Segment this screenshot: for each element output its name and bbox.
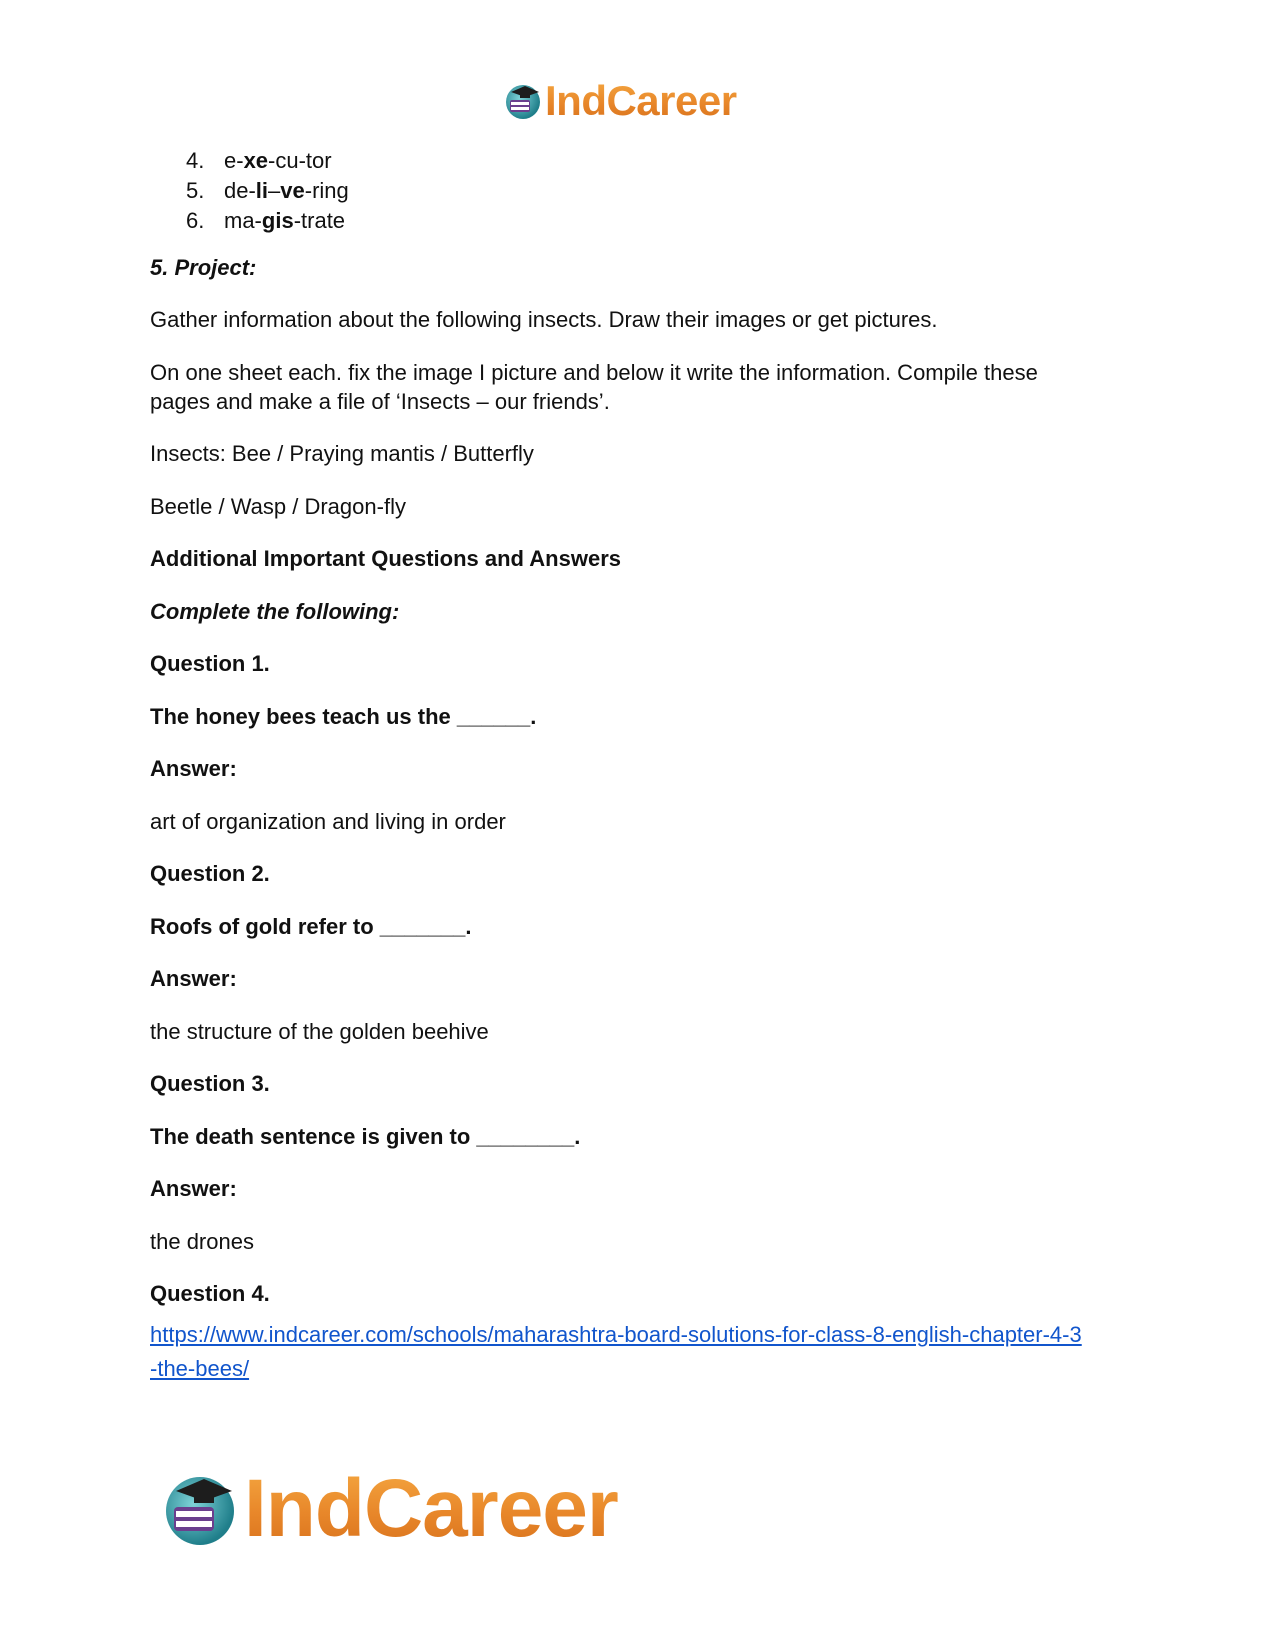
question-label: Question 3. (150, 1071, 270, 1096)
syllable-part: e- (224, 148, 244, 173)
logo-wordmark: IndCareer (545, 77, 737, 124)
answer-text: the structure of the golden beehive (150, 1019, 489, 1044)
logo-wordmark: IndCareer (244, 1463, 618, 1554)
syllable-part: de- (224, 178, 256, 203)
list-number: 5. (186, 178, 205, 203)
answer-text: art of organization and living in order (150, 809, 506, 834)
question-text: The death sentence is given to ________. (150, 1124, 581, 1149)
project-paragraph-line: pages and make a file of ‘Insects – our friends’. (150, 389, 610, 414)
answer-text: the drones (150, 1229, 254, 1254)
question-text: The honey bees teach us the ______. (150, 704, 537, 729)
list-number: 4. (186, 148, 205, 173)
section-heading: Additional Important Questions and Answers (150, 546, 622, 571)
header-logo (503, 77, 737, 124)
syllable-stress: xe (243, 148, 269, 173)
source-link[interactable]: https://www.indcareer.com/schools/maharashtra-board-solutions-for-class-8-english-chapter-4-3 (150, 1322, 1082, 1347)
syllable-part: -cu-tor (268, 148, 332, 173)
project-paragraph-line: On one sheet each. fix the image I picture and below it write the information. Compile these (150, 360, 1038, 385)
graduation-cap-book-globe-icon (160, 1469, 240, 1549)
insects-list: Insects: Bee / Praying mantis / Butterfly (150, 441, 534, 466)
footer-logo (160, 1463, 618, 1554)
project-heading: 5. Project: (150, 255, 257, 280)
answer-label: Answer: (150, 756, 237, 781)
syllable-list (150, 146, 1140, 236)
list-item (186, 146, 1140, 176)
list-number: 6. (186, 208, 205, 233)
list-item (186, 206, 1140, 236)
answer-label: Answer: (150, 966, 237, 991)
source-link-continued[interactable]: -the-bees/ (150, 1356, 250, 1381)
list-item (186, 176, 1140, 206)
graduation-cap-book-globe-icon (503, 81, 543, 121)
syllable-part: -trate (293, 208, 346, 233)
question-label: Question 1. (150, 651, 270, 676)
subsection-heading: Complete the following: (150, 599, 400, 624)
syllable-part: – (268, 178, 281, 203)
syllable-part: -ring (304, 178, 349, 203)
project-paragraph: Gather information about the following insects. Draw their images or get pictures. (150, 307, 938, 332)
question-text: Roofs of gold refer to _______. (150, 914, 472, 939)
syllable-stress: ve (280, 178, 305, 203)
answer-label: Answer: (150, 1176, 237, 1201)
document-body (150, 146, 1140, 1381)
question-label: Question 2. (150, 861, 270, 886)
question-label: Question 4. (150, 1281, 270, 1306)
syllable-stress: li (255, 178, 269, 203)
syllable-stress: gis (261, 208, 294, 233)
syllable-part: ma- (224, 208, 262, 233)
insects-list: Beetle / Wasp / Dragon-fly (150, 494, 406, 519)
